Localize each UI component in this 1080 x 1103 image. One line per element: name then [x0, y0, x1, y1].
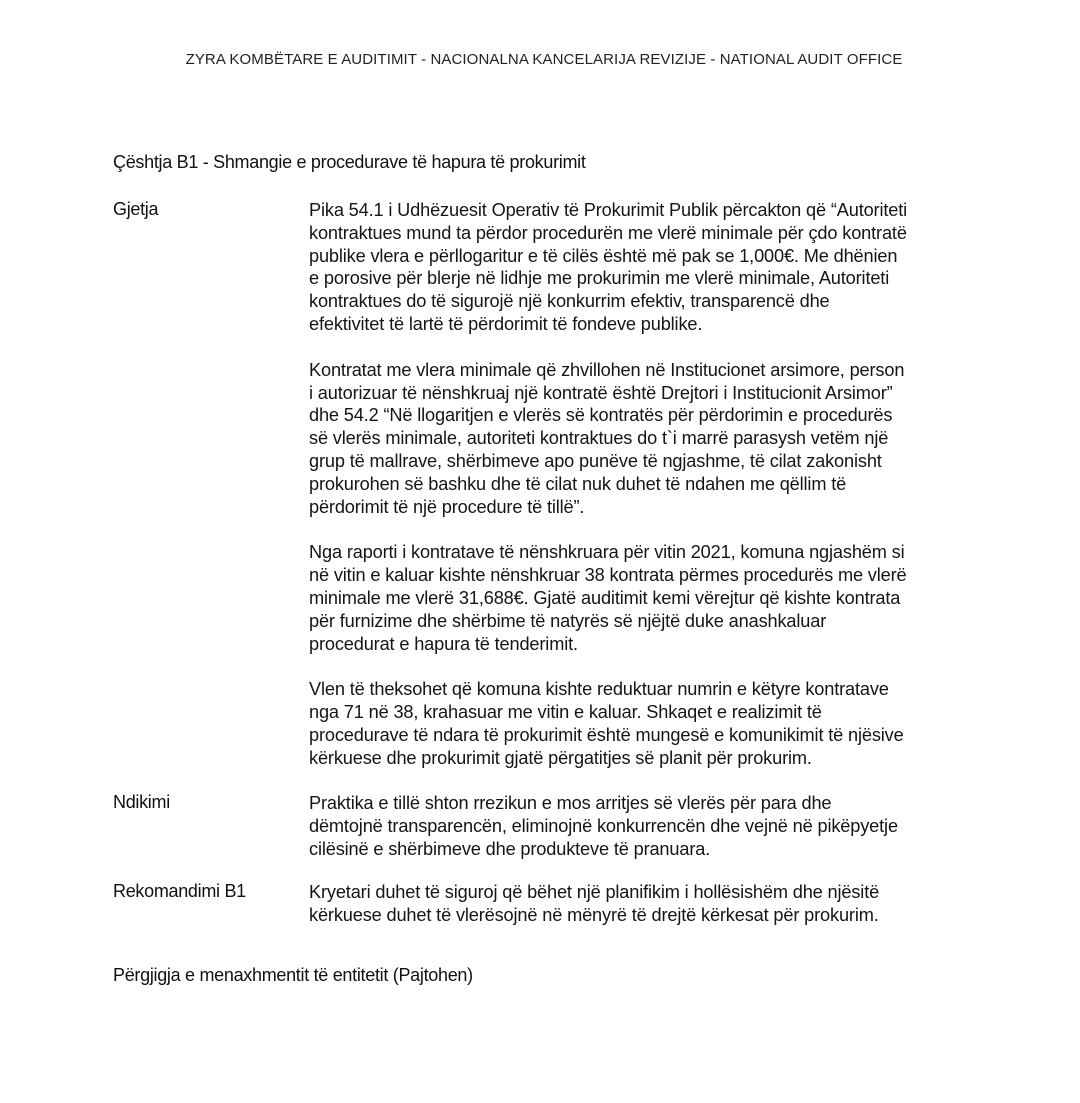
finding-label: Gjetja [113, 199, 159, 219]
finding-paragraph: Nga raporti i kontratave të nënshkruara për vitin 2021, komuna ngjashëm si në vitin e kaluar kishte nënshkruar 38 kontrata përmes procedurës me vlerë minimale me vlerë 31,688€. Gjatë auditimit kemi vërejtur që kishte kontrata për furnizime dhe shërbime të natyrës së njëjtë duke anashkaluar procedurat e hapura të tenderimit. [309, 542, 907, 654]
recommendation-body [309, 881, 989, 927]
finding-paragraph: Pika 54.1 i Udhëzuesit Operativ të Prokurimit Publik përcakton që “Autoriteti kontraktues mund ta përdor procedurën me vlerë minimale për çdo kontratë publike vlera e përllogaritur e të cilës është më pak se 1,000€. Me dhënien e porosive për blerje në lidhje me prokurimin me vlerë minimale, Autoriteti kontraktues do të sigurojë një konkurrim efektiv, transparencë dhe efektivitet të lartë të përdorimit të fondeve publike. [309, 200, 908, 334]
recommendation-label: Rekomandimi B1 [113, 881, 246, 901]
issue-title: Çështja B1 - Shmangie e procedurave të hapura të prokurimit [113, 152, 586, 172]
impact-label: Ndikimi [113, 792, 170, 812]
finding-body [309, 199, 989, 770]
page-header: ZYRA KOMBËTARE E AUDITIMIT - NACIONALNA KANCELARIJA REVIZIJE - NATIONAL AUDIT OFFICE [185, 51, 903, 68]
finding-paragraph: Vlen të theksohet që komuna kishte reduktuar numrin e këtyre kontratave nga 71 në 38, krahasuar me vitin e kaluar. Shkaqet e realizimit të procedurave të ndara të prokurimit është mungesë e komunikimit të njësive kërkuese dhe prokurimit gjatë përgatitjes së planit për prokurim. [309, 679, 904, 768]
impact-text: Praktika e tillë shton rrezikun e mos arritjes së vlerës për para dhe dëmtojnë transparencën, eliminojnë konkurrencën dhe vejnë në pikëpyetje cilësinë e shërbimeve dhe produkteve të pranuara. [309, 793, 898, 859]
impact-body [309, 792, 989, 860]
management-response-title: Përgjigja e menaxhmentit të entitetit (Pajtohen) [113, 965, 473, 985]
finding-paragraph: Kontratat me vlera minimale që zhvillohen në Institucionet arsimore, person i autorizuar të nënshkruaj një kontratë është Drejtori i Institucionit Arsimor” dhe 54.2 “Në llogaritjen e vlerës së kontratës për përdorimin e procedurës së vlerës minimale, autoriteti kontraktues do t`i marrë parasysh vetëm një grup të mallrave, shërbimeve apo punëve të ngjashme, të cilat zakonisht prokurohen së bashku dhe të cilat nuk duhet të ndahen me qëllim të përdorimit të një procedure të tillë”. [309, 359, 905, 517]
recommendation-text: Kryetari duhet të siguroj që bëhet një planifikim i hollësishëm dhe njësitë kërkuese duhet të vlerësojnë në mënyrë të drejtë kërkesat për prokurim. [309, 882, 880, 925]
